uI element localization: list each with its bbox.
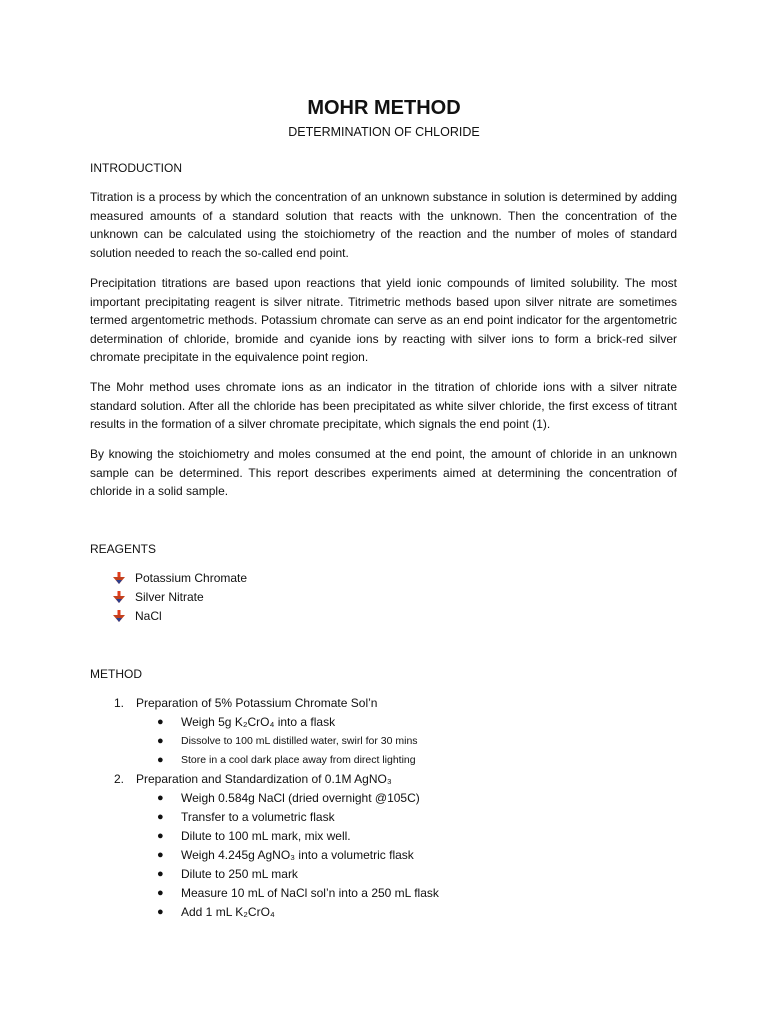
intro-paragraph-3: The Mohr method uses chromate ions as an indicator in the titration of chloride ions with a silver nitrate standard solution. After all the chloride has been precipitated as white silver chloride, the first excess of titrant results in the formation of a silver chromate precipitate, which signals the end point (1). [90, 380, 677, 431]
intro-paragraph-1: Titration is a process by which the concentration of an unknown substance in solution is determined by adding measured amounts of a standard solution that reacts with the unknown. Then the concentration of the unknown can be calculated using the stoichiometry of the reaction and the number of moles of standard solution needed to reach the so-called end point. [90, 190, 677, 260]
bullet-dot-icon: ● [157, 849, 164, 861]
method-substep [0, 789, 768, 807]
substep-text: Weigh 4.245g AgNO₃ into a volumetric flask [181, 848, 414, 862]
method-substep [0, 751, 768, 769]
reagent-item [113, 569, 247, 588]
substep-text: Add 1 mL K₂CrO₄ [181, 905, 275, 919]
substep-text: Transfer to a volumetric flask [181, 810, 335, 824]
bullet-dot-icon: ● [157, 792, 164, 804]
bullet-dot-icon: ● [157, 868, 164, 880]
bullet-dot-icon: ● [157, 906, 164, 918]
substep-text: Dilute to 250 mL mark [181, 867, 298, 881]
method-substep [0, 884, 768, 902]
intro-paragraph-4: By knowing the stoichiometry and moles consumed at the end point, the amount of chloride in an unknown sample can be determined. This report describes experiments aimed at determining the concentration of chloride in a solid sample. [90, 447, 677, 498]
step-text: Preparation of 5% Potassium Chromate Sol’n [136, 696, 378, 710]
method-step [0, 770, 768, 788]
bullet-dot-icon: ● [157, 830, 164, 842]
substep-text: Weigh 0.584g NaCl (dried overnight @105C) [181, 791, 420, 805]
substep-text: Weigh 5g K₂CrO₄ into a flask [181, 715, 336, 729]
method-substep [0, 903, 768, 921]
reagents-heading: REAGENTS [90, 542, 157, 556]
method-substep [0, 846, 768, 864]
substep-text: Dissolve to 100 mL distilled water, swirl for 30 mins [181, 735, 418, 747]
intro-paragraph-2: Precipitation titrations are based upon reactions that yield ionic compounds of limited solubility. The most important precipitating reagent is silver nitrate. Titrimetric methods based upon silver nitrate are sometimes termed argentometric methods. Potassium chromate can serve as an end point indicator for the argentometric determination of chloride, bromide and cyanide ions by reacting with silver ions to form a brick-red silver chromate precipitate in the equivalence point region. [90, 276, 677, 364]
step-number: 1. [114, 696, 125, 710]
bullet-dot-icon: ● [157, 754, 164, 766]
step-number: 2. [114, 772, 125, 786]
reagent-item [113, 588, 247, 607]
reagents-list [113, 569, 247, 626]
arrow-down-bullet-icon [113, 591, 125, 603]
bullet-dot-icon: ● [157, 735, 164, 747]
substep-text: Measure 10 mL of NaCl sol’n into a 250 mL flask [181, 886, 439, 900]
bullet-dot-icon: ● [157, 716, 164, 728]
document-title: MOHR METHOD [307, 97, 461, 119]
reagent-item [113, 607, 247, 626]
method-substep [0, 732, 768, 750]
reagent-label: NaCl [135, 609, 162, 623]
method-heading: METHOD [90, 667, 142, 681]
reagent-label: Potassium Chromate [135, 571, 248, 585]
introduction-heading: INTRODUCTION [90, 161, 182, 175]
substep-text: Store in a cool dark place away from direct lighting [181, 754, 416, 766]
reagent-label: Silver Nitrate [135, 590, 204, 604]
bullet-dot-icon: ● [157, 811, 164, 823]
method-substep [0, 865, 768, 883]
method-substep [0, 827, 768, 845]
method-substep [0, 713, 768, 731]
method-substep [0, 808, 768, 826]
method-step [0, 694, 768, 712]
arrow-down-bullet-icon [113, 572, 125, 584]
substep-text: Dilute to 100 mL mark, mix well. [181, 829, 351, 843]
arrow-down-bullet-icon [113, 610, 125, 622]
step-text: Preparation and Standardization of 0.1M AgNO₃ [136, 772, 392, 786]
document-subtitle: DETERMINATION OF CHLORIDE [288, 125, 480, 139]
bullet-dot-icon: ● [157, 887, 164, 899]
